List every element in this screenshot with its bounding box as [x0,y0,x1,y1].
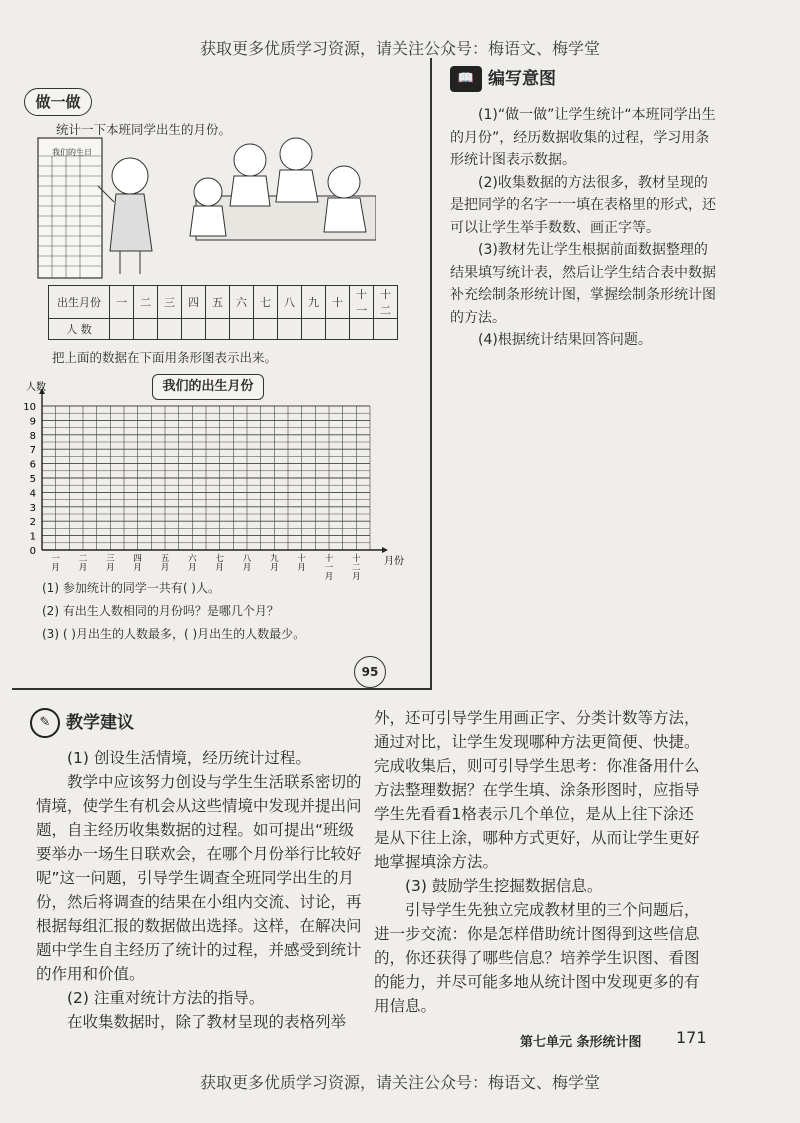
x-tick-label: 十月 [297,554,306,573]
x-tick-label: 七月 [215,554,224,573]
table-row-label: 人 数 [49,319,110,340]
x-tick-label: 九月 [270,554,279,573]
chart-title: 我们的出生月份 [152,374,264,400]
textbook-page-number: 95 [354,656,386,688]
y-axis-label: 人数 [26,382,46,393]
classroom-illustration [36,136,376,284]
intent-paragraph: (4)根据统计结果回答问题。 [478,332,652,348]
x-tick-label: 五月 [160,554,170,573]
count-cell[interactable] [182,319,206,340]
y-tick-label: 6 [29,459,36,471]
month-cell: 三 [158,286,182,319]
x-axis-arrow [382,547,388,553]
count-cell[interactable] [350,319,374,340]
teaching-paragraph: 在收集数据时，除了教材呈现的表格列举 [67,1013,347,1031]
birthday-poster [38,138,102,278]
survey-instruction: 统计一下本班同学出生的月份。 [56,122,232,137]
x-tick-label: 四月 [133,554,142,573]
design-intent-title: 编写意图 [488,69,556,89]
y-tick-label: 8 [29,430,36,442]
teaching-paragraph: (2) 注重对统计方法的指导。 [67,989,265,1007]
design-intent-text [450,104,720,352]
teaching-paragraph: 外，还可引导学生用画正字、分类计数等方法，通过对比，让学生发现哪种方法更简便、快捷。完成收集后，则可引导学生思考：你准备用什么方法整理数据？在学生填、涂条形图时，应指导学生先看看1格表示几个单位，是从上往下涂还是从下往上涂，哪种方式更好，从而让学生更好地掌握填涂方法。 [374,709,700,871]
footer-section: 第七单元 条形统计图 [520,1035,642,1050]
intent-paragraph: (2)收集数据的方法很多，教材呈现的是把同学的名字一一填在表格里的形式，还可以让学生举手数数、画正字等。 [450,174,716,236]
count-cell[interactable] [254,319,278,340]
count-cell[interactable] [278,319,302,340]
month-cell: 二 [134,286,158,319]
book-icon: 📖 [450,66,482,92]
poster-title: 我们的生日 [52,148,92,157]
teaching-suggestion-heading [30,708,134,738]
y-tick-label: 5 [29,474,36,485]
x-tick-label: 一月 [51,554,60,573]
intent-paragraph: (3)教材先让学生根据前面数据整理的结果填写统计表，然后让学生结合表中数据补充绘制条形统计图，掌握绘制条形统计图的方法。 [450,242,716,326]
chart-instruction: 把上面的数据在下面用条形图表示出来。 [52,350,278,365]
x-tick-label: 三月 [106,554,115,573]
do-it-badge: 做一做 [24,88,92,116]
month-cell: 八 [278,286,302,319]
x-axis-label: 月份 [384,556,404,567]
x-tick-label: 八月 [242,554,252,573]
y-tick-label: 2 [29,517,36,529]
month-cell: 七 [254,286,278,319]
count-cell[interactable] [206,319,230,340]
x-tick-label: 二月 [78,554,88,573]
month-cell: 十 [326,286,350,319]
month-cell: 五 [206,286,230,319]
survey-table [48,285,398,340]
count-cell[interactable] [326,319,350,340]
teaching-paragraph: 教学中应该努力创设与学生生活联系密切的情境，使学生有机会从这些情境中发现并提出问题，自主经历收集数据的过程。如可提出“班级要举办一场生日联欢会，在哪个月份举行比较好呢”这一问题，引导学生调查全班同学出生的月份，然后将调查的结果在小组内交流、讨论，再根据每组汇报的数据做出选择。这样，在解决问题中学生自主经历了统计的过程，并感受到统计的作用和价值。 [36,773,362,983]
bar-chart [20,378,420,586]
count-cell[interactable] [230,319,254,340]
count-cell[interactable] [302,319,326,340]
question-1: (1) 参加统计的同学一共有( )人。 [42,581,220,595]
teaching-title: 教学建议 [66,713,134,733]
count-cell[interactable] [134,319,158,340]
x-tick-label: 六月 [188,554,197,573]
x-tick-label: 十一月 [324,554,334,582]
y-tick-label: 3 [29,502,36,514]
y-tick-label: 1 [29,531,36,543]
y-tick-label: 9 [29,416,36,428]
count-cell[interactable] [158,319,182,340]
count-cell[interactable] [110,319,134,340]
month-cell: 六 [230,286,254,319]
y-tick-label: 4 [29,488,36,500]
top-banner: 获取更多优质学习资源，请关注公众号：梅语文、梅学堂 [199,39,600,58]
month-cell: 四 [182,286,206,319]
y-tick-label: 7 [29,445,36,457]
question-3: (3) ( )月出生的人数最多，( )月出生的人数最少。 [42,627,306,641]
month-cell: 九 [302,286,326,319]
teaching-right-column [374,706,704,1018]
intent-paragraph: (1)“做一做”让学生统计“本班同学出生的月份”，经历数据收集的过程，学习用条形统计图表示数据。 [450,107,716,168]
girl-figure [112,158,148,194]
count-cell[interactable] [374,319,398,340]
teaching-paragraph: (1) 创设生活情境，经历统计过程。 [67,749,311,767]
pen-icon: ✎ [30,708,60,738]
design-intent-heading [450,64,556,92]
y-tick-label: 0 [29,546,36,557]
month-cell: 一 [110,286,134,319]
question-2: (2) 有出生人数相同的月份吗？是哪几个月？ [42,604,279,618]
teaching-paragraph: (3) 鼓励学生挖掘数据信息。 [405,877,603,895]
bottom-banner: 获取更多优质学习资源，请关注公众号：梅语文、梅学堂 [199,1073,600,1092]
month-cell: 十一 [350,286,374,319]
footer-page-number: 171 [676,1028,707,1047]
y-tick-label: 10 [23,402,36,413]
teaching-left-column [36,746,366,1034]
x-tick-label: 十二月 [352,554,361,582]
teaching-paragraph: 引导学生先独立完成教材里的三个问题后，进一步交流：你是怎样借助统计图得到这些信息的，你还获得了哪些信息？培养学生识图、看图的能力，并尽可能多地从统计图中发现更多的有用信息。 [374,901,700,1015]
table-header-label: 出生月份 [49,286,110,319]
month-cell: 十二 [374,286,398,319]
